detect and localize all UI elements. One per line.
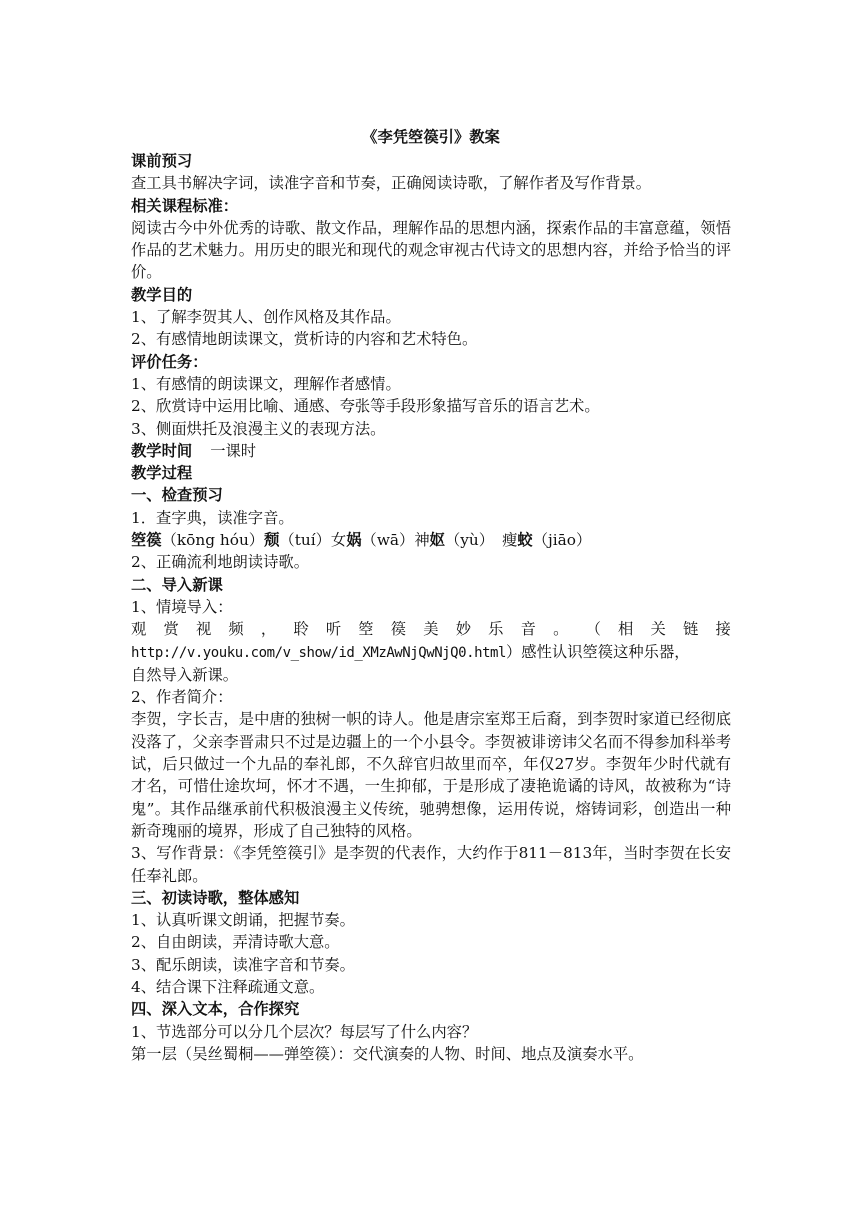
intro-link-line — [131, 641, 731, 664]
vocab-pinyin: （kōng hóu） — [161, 531, 265, 550]
section1-item: 1．查字典，读准字音。 — [131, 508, 294, 527]
vocab-word: 箜篌 — [131, 531, 162, 550]
teaching-time — [131, 440, 731, 462]
process-heading: 教学过程 — [131, 464, 193, 483]
intro-char: 赏 — [163, 620, 179, 639]
preview-text: 查工具书解决字词，读准字音和节奏，正确阅读诗歌，了解作者及写作背景。 — [131, 174, 652, 193]
intro-text: ）感性认识箜篌这种乐器， — [506, 642, 690, 661]
intro-char: 视 — [195, 620, 212, 639]
document-page — [131, 126, 731, 1065]
teaching-time-value: 一课时 — [210, 441, 257, 460]
intro-char: 观 — [131, 620, 147, 639]
author-bio: 李贺，字长吉，是中唐的独树一帜的诗人。他是唐宗室郑王后裔，到李贺时家道已经彻底没落了，父亲李晋肃只不过是边疆上的一个小县令。李贺被诽谤讳父名而不得参加科举考试，后只做过一个九品的奉礼郎，不久辞官归故里而卒，年仅27岁。李贺年少时代就有才名，可惜仕途坎坷，怀才不遇，一生抑郁，于是形成了凄艳诡谲的诗风，故被称为“诗鬼”。其作品继承前代积极浪漫主义传统，驰骋想像，运用传说，熔铸词彩，创造出一种新奇瑰丽的境界，形成了自己独特的风格。 — [131, 710, 731, 840]
preview-heading: 课前预习 — [131, 152, 193, 170]
intro-char: 关 — [650, 620, 666, 639]
task-item: 1、有感情的朗读课文，理解作者感情。 — [131, 374, 401, 393]
section1-item: 2、正确流利地朗读诗歌。 — [131, 553, 309, 572]
section4-question: 1、节选部分可以分几个层次？每层写了什么内容？ — [131, 1022, 478, 1041]
intro-char: （ — [585, 620, 601, 639]
intro-char: 聆 — [293, 620, 309, 639]
section3-item: 1、认真听课文朗诵，把握节奏。 — [131, 911, 355, 930]
intro-end: 自然导入新课。 — [131, 665, 239, 684]
document-title: 《李凭箜篌引》教案 — [362, 128, 500, 146]
standards-heading: 相关课程标准： — [131, 196, 239, 215]
vocab-pinyin: （yù） — [444, 531, 495, 550]
teaching-time-label: 教学时间 — [131, 441, 193, 460]
vocab-pinyin: （wā） — [361, 531, 415, 550]
writing-background: 3、写作背景：《李凭箜篌引》是李贺的代表作，大约作于811－813年，当时李贺在长安任奉礼郎。 — [131, 844, 731, 885]
intro-char: 音 — [520, 620, 536, 639]
vocab-word: 颓 — [264, 531, 280, 550]
section-heading-2: 二、导入新课 — [131, 575, 223, 594]
intro-char: 相 — [618, 620, 634, 639]
intro-char: 乐 — [488, 620, 504, 639]
section2-sub: 2、作者简介： — [131, 688, 233, 707]
video-link[interactable]: http://v.youku.com/v_show/id_XMzAwNjQwNjQ0.html — [131, 644, 506, 661]
section4-layer: 第一层（吴丝蜀桐——弹箜篌）：交代演奏的人物、时间、地点及演奏水平。 — [131, 1044, 644, 1063]
vocab-word: 蛟 — [517, 531, 533, 550]
vocab-word: 娲 — [346, 531, 362, 550]
section2-sub: 1、情境导入： — [131, 597, 233, 616]
intro-char: 篌 — [390, 620, 407, 639]
section3-item: 4、结合课下注释疏通文意。 — [131, 977, 325, 996]
vocab-prefix: 女 — [330, 531, 347, 550]
intro-char: ， — [260, 620, 277, 639]
task-item: 3、侧面烘托及浪漫主义的表现方法。 — [131, 419, 386, 438]
section-heading-3: 三、初读诗歌，整体感知 — [131, 888, 300, 907]
standards-text: 阅读古今中外优秀的诗歌、散文作品，理解作品的思想内涵，探索作品的丰富意蕴，领悟作品的艺术魅力。用历史的眼光和现代的观念审视古代诗文的思想内容，并给予恰当的评价。 — [131, 218, 731, 282]
intro-char: 频 — [228, 620, 244, 639]
tasks-heading: 评价任务： — [131, 352, 208, 371]
intro-char: 箜 — [358, 620, 374, 639]
intro-char: 美 — [423, 620, 439, 639]
vocab-word: 妪 — [429, 531, 445, 550]
section3-item: 2、自由朗读，弄清诗歌大意。 — [131, 933, 340, 952]
intro-char: 妙 — [455, 620, 471, 639]
vocab-prefix: 瘦 — [502, 531, 518, 550]
intro-line — [131, 618, 731, 640]
goals-heading: 教学目的 — [131, 285, 193, 304]
intro-char: 。 — [553, 620, 569, 639]
goal-item: 2、有感情地朗读课文，赏析诗的内容和艺术特色。 — [131, 330, 478, 349]
vocab-line — [131, 529, 731, 551]
vocab-prefix: 神 — [414, 531, 430, 550]
goal-item: 1、了解李贺其人、创作风格及其作品。 — [131, 308, 401, 327]
vocab-pinyin: （jiāo） — [532, 531, 592, 550]
intro-char: 听 — [325, 620, 342, 639]
vocab-pinyin: （tuí） — [279, 531, 331, 550]
section-heading-4: 四、深入文本，合作探究 — [131, 1000, 300, 1019]
intro-char: 接 — [715, 620, 731, 639]
intro-char: 链 — [682, 620, 699, 639]
section-heading-1: 一、检查预习 — [131, 486, 223, 505]
section3-item: 3、配乐朗读，读准字音和节奏。 — [131, 955, 355, 974]
task-item: 2、欣赏诗中运用比喻、通感、夸张等手段形象描写音乐的语言艺术。 — [131, 397, 600, 416]
